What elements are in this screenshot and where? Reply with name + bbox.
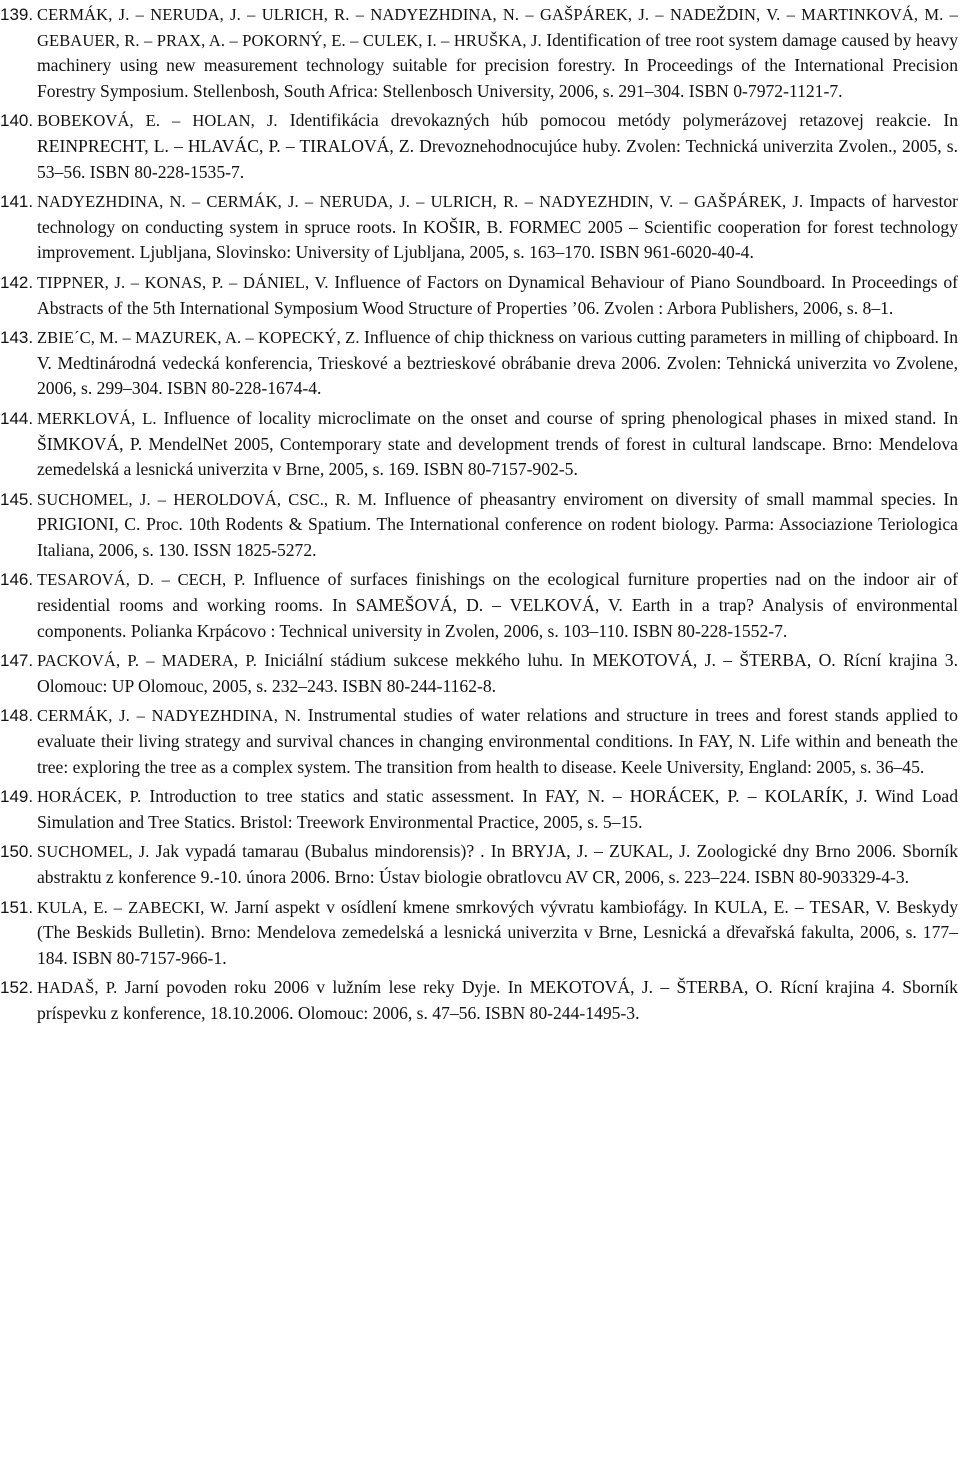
reference-item-152 [0,975,958,1026]
reference-item-148 [0,703,958,780]
reference-text: Instrumental studies of water relations and structure in trees and forest stands applied to evaluate their living strategy and survival chances in changing environmental conditions. In FAY, N. Life within and beneath the tree: exploring the tree as a complex system. The transition from health to disease. Keele University, England: 2005, s. 36–45. [37,705,958,777]
reference-text: Influence of Factors on Dynamical Behaviour of Piano Soundboard. In Proceedings of Abstracts of the 5th International Symposium Wood Structure of Properties ’06. Zvolen : Arbora Publishers, 2006, s. 8–1. [37,271,958,318]
reference-item-141 [0,189,958,266]
reference-text: Influence of chip thickness on various cutting parameters in milling of chipboard. In V. Medtinárodná vedecká konferencia, Trieskové a beztrieskové obrábanie dreva 2006. Zvolen: Tehnická univerzita vo Zvolene, 2006, s. 299–304. ISBN 80-228-1674-4. [37,327,958,399]
reference-item-149 [0,784,958,835]
reference-item-151 [0,895,958,972]
reference-number: 139. [0,5,34,24]
reference-item-146 [0,567,958,644]
reference-item-145 [0,487,958,564]
reference-number: 142. [0,272,34,292]
reference-item-150 [0,839,958,890]
reference-text: Jak vypadá tamarau (Bubalus mindorensis)? . In BRYJA, J. – ZUKAL, J. Zoologické dny Brno 2006. Sborník abstraktu z konference 9.-10. února 2006. Brno: Ústav biologie obratlovcu AV CR, 2006, s. 223–224. ISBN 80-903329-4-3. [37,841,958,887]
reference-number: 152. [0,978,34,998]
reference-number: 144. [0,408,34,428]
reference-authors: PACKOVÁ, P. – MADERA, P. [37,651,257,671]
reference-authors: BOBEKOVÁ, E. – HOLAN, J. [37,111,278,131]
reference-authors: CERMÁK, J. – NADYEZHDINA, N. [37,706,301,726]
reference-text: Influence of surfaces finishings on the ecological furniture properties nad on the indoor air of residential rooms and working rooms. In SAMEŠOVÁ, D. – VELKOVÁ, V. Earth in a trap? Analysis of environmental components. Polianka Krpácovo : Technical university in Zvolen, 2006, s. 103–110. ISBN 80-228-1552-7. [37,569,958,641]
reference-list [0,2,958,1031]
reference-item-139 [0,2,958,104]
reference-authors: KULA, E. – ZABECKI, W. [37,897,229,917]
reference-text: Impacts of harvestor technology on conducting system in spruce roots. In KOŠIR, B. FORMEC 2005 – Scientific cooperation for forest technology improvement. Ljubljana, Slovinsko: University of Ljubljana, 2005, s. 163–170. ISBN 961-6020-40-4. [37,191,959,263]
reference-number: 151. [0,897,34,917]
reference-authors: HORÁCEK, P. [37,787,142,807]
reference-number: 147. [0,651,34,671]
reference-number: 143. [0,328,34,348]
reference-item-143 [0,325,958,402]
reference-number: 140. [0,111,34,131]
reference-authors: TIPPNER, J. – KONAS, P. – DÁNIEL, V. [37,272,329,292]
reference-authors: SUCHOMEL, J. [37,842,150,862]
reference-text: Iniciální stádium sukcese mekkého luhu. In MEKOTOVÁ, J. – ŠTERBA, O. Rícní krajina 3. Olomouc: UP Olomouc, 2005, s. 232–243. ISBN 80-244-1162-8. [37,650,958,696]
reference-number: 145. [0,489,34,509]
reference-text: Influence of pheasantry enviroment on diversity of small mammal species. In PRIGIONI, C. Proc. 10th Rodents & Spatium. The International conference on rodent biology. Parma: Associazione Teriologica Italiana, 2006, s. 130. ISSN 1825-5272. [37,488,958,560]
reference-authors: SUCHOMEL, J. – HEROLDOVÁ, CSC., R. M. [37,489,377,509]
reference-number: 146. [0,570,34,590]
reference-number: 149. [0,787,34,807]
reference-item-142 [0,270,958,321]
reference-text: Jarní aspekt v osídlení kmene smrkových vývratu kambiofágy. In KULA, E. – TESAR, V. Beskydy (The Beskids Bulletin). Brno: Mendelova zemedelská a lesnická univerzita v Brne, Lesnická a dřevařská fakulta, 2006, s. 177–184. ISBN 80-7157-966-1. [37,896,958,968]
reference-text: Identification of tree root system damage caused by heavy machinery using new measurement technology suitable for precision forestry. In Proceedings of the International Precision Forestry Symposium. Stellenbosh, South Africa: Stellenbosch University, 2006, s. 291–304. ISBN 0-7972-1121-7. [37,29,958,101]
reference-authors: TESAROVÁ, D. – CECH, P. [37,570,246,590]
reference-number: 150. [0,842,34,862]
reference-authors: CERMÁK, J. – NERUDA, J. – ULRICH, R. – NADYEZHDINA, N. – GAŠPÁREK, J. – NADEŽDIN, V. – MARTINKOVÁ, M. – GEBAUER, R. – PRAX, A. – POKORNÝ, E. – CULEK, I. – HRUŠKA, J. [37,5,958,50]
reference-item-140 [0,108,958,185]
reference-text: Introduction to tree statics and static assessment. In FAY, N. – HORÁCEK, P. – KOLARÍK, J. Wind Load Simulation and Tree Statics. Bristol: Treework Environmental Practice, 2005, s. 5–15. [37,786,958,832]
reference-authors: HADAŠ, P. [37,978,118,998]
reference-authors: ZBIE´C, M. – MAZUREK, A. – KOPECKÝ, Z. [37,328,360,348]
reference-text: Jarní povoden roku 2006 v lužním lese reky Dyje. In MEKOTOVÁ, J. – ŠTERBA, O. Rícní krajina 4. Sborník príspevku z konference, 18.10.2006. Olomouc: 2006, s. 47–56. ISBN 80-244-1495-3. [37,977,958,1023]
reference-item-144 [0,406,958,483]
reference-text: Identifikácia drevokazných húb pomocou metódy polymerázovej retazovej reakcie. In REINPRECHT, L. – HLAVÁC, P. – TIRALOVÁ, Z. Drevoznehodnocujúce huby. Zvolen: Technická univerzita Zvolen., 2005, s. 53–56. ISBN 80-228-1535-7. [37,110,958,182]
reference-number: 141. [0,192,34,212]
reference-text: Influence of locality microclimate on the onset and course of spring phenological phases in mixed stand. In ŠIMKOVÁ, P. MendelNet 2005, Contemporary state and development trends of forest in cultural landscape. Brno: Mendelova zemedelská a lesnická univerzita v Brne, 2005, s. 169. ISBN 80-7157-902-5. [37,407,958,480]
reference-number: 148. [0,706,34,726]
reference-authors: NADYEZHDINA, N. – CERMÁK, J. – NERUDA, J. – ULRICH, R. – NADYEZHDIN, V. – GAŠPÁREK, J. [37,192,804,212]
reference-item-147 [0,648,958,699]
reference-authors: MERKLOVÁ, L. [37,408,157,428]
